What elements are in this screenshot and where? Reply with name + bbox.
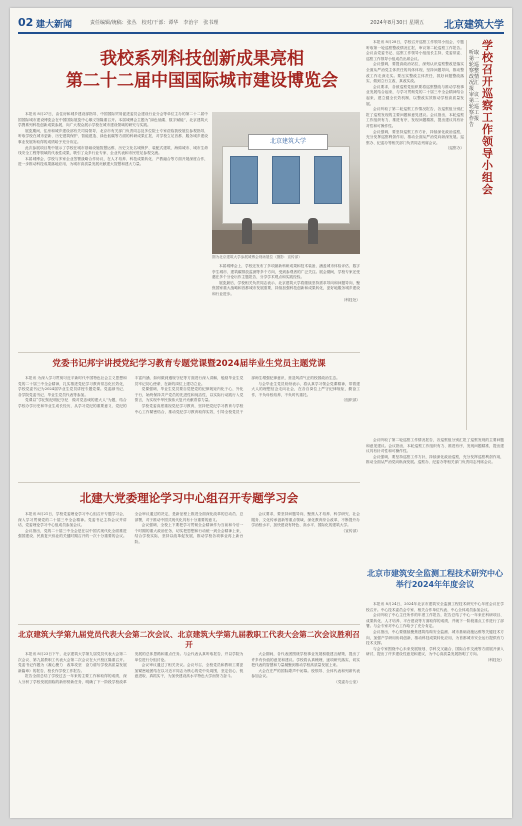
paragraph: 大会在庄严的国际歌声中闭幕。校领导、全体代表和列席代表参加会议。 xyxy=(251,668,360,679)
study-session-headline: 北建大党委理论学习中心组召开专题学习会 xyxy=(79,491,299,505)
paragraph: 本届城博会，学校与多家企业签署战略合作协议，在人才培养、科技成果转化、产教融合等方面开展深度合作，进一步推动科技成果落地应用，为城市高质量发展贡献建大智慧和建大力量。 xyxy=(18,156,208,167)
lead-headline-line1: 我校系列科技创新成果亮相 xyxy=(100,49,304,69)
paragraph: 会议要求，要坚持问题导向，聚焦人才培养、科学研究、社会服务、文化传承创新等重点领域，深化教育综合改革，不断提升办学治校水平，加快建设有特色、高水平、国际化的建筑大学。 xyxy=(251,512,360,528)
editor-credits: 责任编辑/统稿：张丛 校对/干部：谭华 李治宇 张书理 xyxy=(90,20,219,26)
research-center-headline: 北京市建筑安全监测工程技术研究中心举行2024年年度会议 xyxy=(367,569,503,589)
congress-headline: 北京建筑大学第九届党员代表大会第二次会议、北京建筑大学第九届教职工代表大会第二次会议胜利召开 xyxy=(18,630,360,649)
paragraph: 会议强调，要提高政治站位，深刻认识巡察整改是落实全面从严治党主体责任的具体体现，坚持问题导向，推动整改工作走深走实。要压实整改主体责任，抓好问题整改落实，做到立行立改、真改实改。 xyxy=(366,62,464,84)
section-divider xyxy=(18,352,360,353)
party-lecture-article xyxy=(18,376,360,476)
photo-caption: 图为北京建筑大学参展城博会现场展位（摄影：宣传部） xyxy=(212,255,302,259)
congress-article xyxy=(18,652,360,810)
paragraph: 会议听取了第二轮巡察工作情况报告，各巡察组分别汇报了巡察发现的主要问题和意见建议。会议指出，本轮巡察工作组织有力、推进有序，发现问题精准，提出建议具有针对性和可操作性。 xyxy=(366,438,504,454)
paragraph: 会议指出，中心要继续聚焦建筑结构安全监测、城市基础设施运维等关键技术方向，加强产学研用协同创新，推动科技成果转化应用，为首都城市安全运行提供有力技术支撑。 xyxy=(366,629,504,646)
lead-article-column-1 xyxy=(18,112,208,302)
visitor-figure xyxy=(308,218,318,244)
paragraph: 会议要求，各被巡察党组织要将巡察整改与推动学校事业发展结合起来，与学习贯彻党的二十届三中全会精神结合起来，建立健全长效机制，以整改实效推动学校高质量发展。 xyxy=(366,84,464,106)
paragraph: 本届城博会上，学校还发布了多项最新科研成果和技术装备，涵盖城市体检评估、数字孪生城市、建筑碳排放监测等多个方向，受到参观者的广泛关注。展会期间，学校专家还受邀在多个分论坛作主题报告，分享学术观点和实践经验。 xyxy=(212,264,360,280)
paragraph: 会议听取了中心主任所作的年度工作报告，报告总结了中心一年来在科研项目、成果转化、人才培养、平台建设等方面取得的成绩，并就下一阶段重点工作进行了部署。与会专家对中心工作给予了充分肯定。 xyxy=(366,613,504,629)
paragraph: 本报讯 为深入学习贯彻习近平新时代中国特色社会主义思想和党的二十届三中全会精神，扎实推进党纪学习教育常态化长效化，学校党委书记为2024届毕业生党员讲授专题党课。党委副书记、各学院党委书记、毕业生党员代表等参加。 xyxy=(18,376,127,397)
display-panel xyxy=(230,156,258,204)
article-source: （科技处） xyxy=(341,297,360,302)
paragraph: 与会专家围绕中心未来发展规划、学科交叉融合、国际合作交流等方面展开深入研讨，提出了许多建设性意见和建议，为中心高质量发展指明了方向。 xyxy=(366,646,504,657)
display-panel xyxy=(272,156,300,204)
inspection-meeting-article xyxy=(366,40,504,432)
article-source: （巡察办） xyxy=(445,146,464,151)
vertical-subheadline: 听取第一轮巡察整改情况汇报 审议第二轮巡察工作报告 xyxy=(469,50,480,128)
article-source: （党委办公室） xyxy=(334,679,360,684)
paragraph: 此次参展项目集中展示了学校在城市基础设施智慧运维、历史文化名城保护、装配式建筑、海绵城市、城市生命线安全工程等领域的代表性成果，吸引了众多行业专家、企业代表和市民驻足参观交流。 xyxy=(18,145,208,156)
issue-date: 2024年8月30日 星期五 xyxy=(370,20,424,26)
inspection-article-text xyxy=(366,40,464,432)
party-lecture-headline: 党委书记邦宇讲授党纪学习教育专题党课暨2024届毕业生党员主题党课 xyxy=(52,359,326,369)
section-divider xyxy=(18,624,360,625)
paragraph: 本报讯 8月28日，学校召开巡察工作领导小组会，专题听取第一轮巡察整改情况汇报，审议第二轮巡察工作报告。会议由党委书记、巡察工作领导小组组长主持，党委常委、巡察工作领导小组成员出席会议。 xyxy=(366,40,464,61)
paragraph: 报告全面总结了学校过去一年来的主要工作和取得的成绩，深入分析了学校发展面临的新形势新任务，明确了下一阶段学校改革发展的总体思路和重点任务。与会代表认真听取报告，并以学院为单位进行分组讨论。 xyxy=(18,652,244,684)
lead-article-column-2 xyxy=(212,264,360,344)
paragraph: 会议指出，党的二十届三中全会是在以中国式现代化全面推进强国建设、民族复兴伟业的关键时期召开的一次十分重要的会议。全会审议通过的决定，是新征程上推进全面深化改革的总动员、总部署，对于推动中国式现代化具有十分重要的意义。 xyxy=(18,512,244,539)
paragraph: 学校党委高度重视党纪学习教育，坚持把党纪学习教育与学校中心工作紧密结合，推动党纪学习教育取得实效，引导全校党员干部师生增强纪律意识，营造风清气正的校园政治生态。 xyxy=(134,376,340,414)
paragraph: 党课以“学纪知纪明纪守纪 做对党忠诚的建大人”为题，结合学校办学历史和毕业生成长经历，从学习党纪的重要意义、党纪的丰富内涵、如何做到遵规守纪等方面进行深入讲解，勉励毕业生党员牢记初心使命，在新的岗位上建功立业。 xyxy=(18,376,244,408)
lead-headline xyxy=(50,48,354,92)
exhibition-floor xyxy=(212,230,360,254)
newspaper-page xyxy=(10,8,512,818)
display-panel xyxy=(314,156,342,204)
article-source: （组织部） xyxy=(341,398,360,403)
exhibition-booth-photo xyxy=(212,112,360,254)
visitor-figure xyxy=(242,218,252,244)
booth-sign: 北京建筑大学 xyxy=(248,134,328,150)
paragraph: 本报讯 8月27日，由住房和城乡建设部指导、中国国际贸易促进委员会建设行业分会等单位主办的第二十二届中国国际城市建设博览会在中国国际展览中心顺义馆隆重召开。本届城博会主题为“绿色低碳、数字赋能”，北京建筑大学携系列科技创新成果参展，向广大观众展示学校在城市建设领域的研究与实践。 xyxy=(18,112,208,128)
study-session-article xyxy=(18,512,360,618)
paragraph: 会议听取了第二轮巡察工作情况报告，各巡察组分别汇报了巡察发现的主要问题和意见建议。会议指出，本轮巡察工作组织有力、推进有序，发现问题精准，提出建议具有针对性和可操作性。 xyxy=(366,107,464,128)
masthead xyxy=(18,16,504,34)
paragraph: 大会期间，各代表团围绕学校事业发展积极建言献策，提出了许多有价值的意见和建议。学校将认真梳理，逐项研究落实，切实把代表的智慧和力量凝聚到推动学校高质量发展上来。 xyxy=(251,652,360,668)
article-source: （宣传部） xyxy=(341,528,360,533)
paragraph: 本报讯 8月24日，2024年北京市建筑安全监测工程技术研究中心年度会议在学校召开。中心技术委员会专家、相关合作单位代表、中心全体成员参加会议。 xyxy=(366,602,504,612)
edition-name: 建大新闻 xyxy=(36,20,73,30)
paragraph: 党课强调，毕业生党员要自觉把党的纪律规矩内化于心、外化于行，始终保持共产党员的先进性和纯洁性，以实际行动践行入党誓言，为实现中华民族伟大复兴贡献青春力量。 xyxy=(134,387,244,403)
article-source: （科技处） xyxy=(485,657,504,662)
paragraph: 会议审议通过了相关决议。会议号召，全校党员和教职工要更加紧密地团结在以习近平同志为核心的党中央周围，坚定信心、锐意进取、真抓实干，为加快建设高水平特色大学而努力奋斗。 xyxy=(134,663,244,679)
newspaper-brand: 北京建筑大学 xyxy=(444,20,504,31)
vertical-headline: 学校召开巡察工作领导小组会 xyxy=(482,39,493,196)
paragraph: 本报讯 8月21日，学校党委理论学习中心组召开专题学习会，深入学习贯彻党的二十届三中全会精神。党委书记主持会议并讲话，党委理论学习中心组成员参加会议。 xyxy=(18,512,127,528)
research-center-article xyxy=(366,602,504,810)
paragraph: 与会毕业生党员纷纷表示，将认真学习领会党课精神，带着建大人的理想信念走向社会，在各自岗位上严守纪律规矩，勤奋工作，不负母校培养，不负时代重托。 xyxy=(251,381,360,397)
paragraph: 展览最后，学校相关负责同志表示，北京建筑大学将继续坚持需求导向和问题导向，聚焦国家重大战略和首都城市发展需要，持续加强科技创新和成果转化，更好地服务城乡建设和行业进步。 xyxy=(212,280,360,296)
section-divider xyxy=(18,482,360,483)
column-divider xyxy=(466,40,467,430)
page-number: 02 xyxy=(18,16,34,29)
right-column-continuation xyxy=(366,438,504,562)
paragraph: 展览期间，住房和城乡建设部有关司局领导，北京市有关部门负责同志及多位院士专家莅临我校展位参观指导，听取学校在城市更新、历史建筑保护、智能建造、绿色低碳等方面的科研成果汇报，对学校立足首都、服务城乡建设事业发展所取得的成绩给予充分肯定。 xyxy=(18,128,208,144)
paragraph: 本报讯 8月23日下午，北京建筑大学第九届党员代表大会第二次会议、第九届教职工代表大会第二次会议在大兴校区隆重召开。党委书记作题为《凝心聚力 改革攻坚 奋力谱写学校高质量发展新篇章》的报告，校长作学校工作报告。 xyxy=(18,652,127,673)
paragraph: 会议强调，要坚持巡察工作方针，持续深化政治巡察，充分发挥巡察利剑作用，推动全面从严治党向纵深发展。巡察办、纪委办等相关部门负责同志列席会议。 xyxy=(366,129,464,145)
paragraph: 会议强调，要坚持巡察工作方针，持续深化政治巡察，充分发挥巡察利剑作用，推动全面从严治党向纵深发展。巡察办、纪委办等相关部门负责同志列席会议。 xyxy=(366,454,504,465)
paragraph: 会议强调，全校上下要把学习贯彻全会精神作为当前和今后一个时期的重大政治任务，切实把思想和行动统一到全会精神上来，结合学校实际，坚持以改革促发展，推动学校各项事业再上新台阶。 xyxy=(134,523,244,544)
lead-headline-line2: 第二十二届中国国际城市建设博览会 xyxy=(66,71,338,91)
